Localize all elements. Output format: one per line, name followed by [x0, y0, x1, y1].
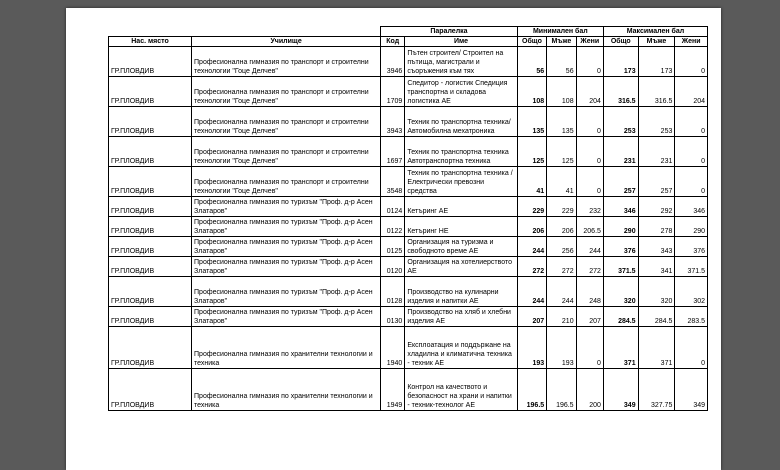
cell-school: Професионална гимназия по хранителни технологии и техника: [192, 327, 381, 369]
table-row: [109, 47, 708, 77]
cell-min-male: 108: [547, 77, 576, 107]
table-row: [109, 277, 708, 307]
cell-min-total: 229: [517, 197, 546, 217]
cell-school: Професионална гимназия по туризъм "Проф. д-р Асен Златаров": [192, 197, 381, 217]
cell-school: Професионална гимназия по транспорт и строителни технологии "Гоце Делчев": [192, 137, 381, 167]
cell-max-total: 349: [603, 369, 638, 411]
cell-max-female: 0: [675, 47, 708, 77]
table-row: [109, 369, 708, 411]
header-group-row: [109, 27, 708, 37]
cell-min-female: 232: [576, 197, 603, 217]
table-row: [109, 107, 708, 137]
cell-min-male: 196.5: [547, 369, 576, 411]
cell-code: 0128: [381, 277, 405, 307]
cell-name: Производство на хляб и хлебни изделия АЕ: [405, 307, 517, 327]
cell-max-total: 253: [603, 107, 638, 137]
cell-name: Контрол на качеството и безопасност на храни и напитки - техник-технолог АЕ: [405, 369, 517, 411]
cell-min-total: 193: [517, 327, 546, 369]
cell-max-male: 231: [638, 137, 675, 167]
cell-name: Пътен строител/ Строител на пътища, магистрали и съоръжения към тях: [405, 47, 517, 77]
header-column-row: [109, 37, 708, 47]
cell-max-female: 0: [675, 327, 708, 369]
cell-max-male: 257: [638, 167, 675, 197]
cell-max-male: 320: [638, 277, 675, 307]
cell-place: ГР.ПЛОВДИВ: [109, 327, 192, 369]
cell-max-male: 327.75: [638, 369, 675, 411]
cell-name: Експлоатация и поддържане на хладилна и климатична техника - техник АЕ: [405, 327, 517, 369]
header-school: Училище: [192, 37, 381, 47]
cell-max-female: 302: [675, 277, 708, 307]
cell-place: ГР.ПЛОВДИВ: [109, 369, 192, 411]
cell-code: 0122: [381, 217, 405, 237]
cell-name: Организация на хотелиерството АЕ: [405, 257, 517, 277]
cell-place: ГР.ПЛОВДИВ: [109, 167, 192, 197]
cell-max-female: 346: [675, 197, 708, 217]
cell-max-female: 0: [675, 167, 708, 197]
cell-place: ГР.ПЛОВДИВ: [109, 237, 192, 257]
header-max-male: Мъже: [638, 37, 675, 47]
cell-min-female: 0: [576, 137, 603, 167]
cell-max-male: 341: [638, 257, 675, 277]
cell-max-female: 376: [675, 237, 708, 257]
cell-max-total: 284.5: [603, 307, 638, 327]
header-min-female: Жени: [576, 37, 603, 47]
cell-min-male: 272: [547, 257, 576, 277]
cell-min-male: 229: [547, 197, 576, 217]
cell-min-female: 0: [576, 47, 603, 77]
cell-max-female: 371.5: [675, 257, 708, 277]
cell-name: Техник по транспортна техника/ Автомобилна мехатроника: [405, 107, 517, 137]
cell-max-female: 0: [675, 137, 708, 167]
cell-min-total: 206: [517, 217, 546, 237]
cell-min-male: 56: [547, 47, 576, 77]
cell-min-female: 0: [576, 167, 603, 197]
table-row: [109, 327, 708, 369]
cell-place: ГР.ПЛОВДИВ: [109, 47, 192, 77]
table-row: [109, 77, 708, 107]
cell-place: ГР.ПЛОВДИВ: [109, 277, 192, 307]
cell-max-male: 284.5: [638, 307, 675, 327]
cell-code: 0120: [381, 257, 405, 277]
cell-school: Професионална гимназия по туризъм "Проф. д-р Асен Златаров": [192, 257, 381, 277]
table-row: [109, 137, 708, 167]
cell-code: 0130: [381, 307, 405, 327]
cell-min-male: 210: [547, 307, 576, 327]
cell-code: 1949: [381, 369, 405, 411]
header-code: Код: [381, 37, 405, 47]
cell-place: ГР.ПЛОВДИВ: [109, 217, 192, 237]
cell-name: Кетъринг НЕ: [405, 217, 517, 237]
cell-max-male: 173: [638, 47, 675, 77]
header-min-male: Мъже: [547, 37, 576, 47]
cell-max-male: 371: [638, 327, 675, 369]
cell-school: Професионална гимназия по транспорт и строителни технологии "Гоце Делчев": [192, 107, 381, 137]
cell-max-female: 349: [675, 369, 708, 411]
cell-school: Професионална гимназия по туризъм "Проф. д-р Асен Златаров": [192, 277, 381, 307]
header-group-max: Максимален бал: [603, 27, 707, 37]
table-row: [109, 237, 708, 257]
cell-place: ГР.ПЛОВДИВ: [109, 137, 192, 167]
table-row: [109, 257, 708, 277]
cell-min-total: 56: [517, 47, 546, 77]
cell-min-male: 125: [547, 137, 576, 167]
cell-max-total: 320: [603, 277, 638, 307]
cell-place: ГР.ПЛОВДИВ: [109, 197, 192, 217]
cell-min-female: 204: [576, 77, 603, 107]
header-max-female: Жени: [675, 37, 708, 47]
header-max-total: Общо: [603, 37, 638, 47]
cell-min-female: 0: [576, 107, 603, 137]
cell-min-female: 272: [576, 257, 603, 277]
cell-max-total: 371.5: [603, 257, 638, 277]
cell-name: Техник по транспортна техника Автотранспортна техника: [405, 137, 517, 167]
cell-code: 0125: [381, 237, 405, 257]
cell-school: Професионална гимназия по туризъм "Проф. д-р Асен Златаров": [192, 217, 381, 237]
cell-code: 3946: [381, 47, 405, 77]
admission-scores-table: [108, 26, 708, 411]
cell-code: 3943: [381, 107, 405, 137]
cell-min-female: 207: [576, 307, 603, 327]
cell-school: Професионална гимназия по туризъм "Проф. д-р Асен Златаров": [192, 237, 381, 257]
cell-max-male: 343: [638, 237, 675, 257]
cell-school: Професионална гимназия по хранителни технологии и техника: [192, 369, 381, 411]
cell-max-total: 346: [603, 197, 638, 217]
cell-max-female: 0: [675, 107, 708, 137]
cell-max-total: 290: [603, 217, 638, 237]
cell-max-female: 283.5: [675, 307, 708, 327]
cell-place: ГР.ПЛОВДИВ: [109, 257, 192, 277]
cell-max-total: 371: [603, 327, 638, 369]
cell-min-male: 135: [547, 107, 576, 137]
cell-max-total: 257: [603, 167, 638, 197]
header-name: Име: [405, 37, 517, 47]
cell-min-male: 41: [547, 167, 576, 197]
table-row: [109, 217, 708, 237]
cell-min-total: 125: [517, 137, 546, 167]
cell-name: Организация на туризма и свободното време АЕ: [405, 237, 517, 257]
cell-max-total: 376: [603, 237, 638, 257]
cell-min-total: 196.5: [517, 369, 546, 411]
cell-max-total: 316.5: [603, 77, 638, 107]
cell-code: 3548: [381, 167, 405, 197]
cell-school: Професионална гимназия по туризъм "Проф. д-р Асен Златаров": [192, 307, 381, 327]
cell-min-female: 244: [576, 237, 603, 257]
cell-min-female: 206.5: [576, 217, 603, 237]
cell-name: Спедитор - логистик Спедиция транспортна и складова логистика АЕ: [405, 77, 517, 107]
cell-place: ГР.ПЛОВДИВ: [109, 107, 192, 137]
table-body: [109, 47, 708, 411]
cell-min-total: 108: [517, 77, 546, 107]
header-min-total: Общо: [517, 37, 546, 47]
cell-min-total: 207: [517, 307, 546, 327]
cell-name: Кетъринг АЕ: [405, 197, 517, 217]
cell-school: Професионална гимназия по транспорт и строителни технологии "Гоце Делчев": [192, 47, 381, 77]
header-blank: [109, 27, 381, 37]
table-row: [109, 197, 708, 217]
cell-max-male: 278: [638, 217, 675, 237]
cell-code: 1940: [381, 327, 405, 369]
cell-code: 1697: [381, 137, 405, 167]
cell-min-female: 200: [576, 369, 603, 411]
cell-min-female: 0: [576, 327, 603, 369]
cell-max-female: 290: [675, 217, 708, 237]
cell-min-female: 248: [576, 277, 603, 307]
cell-min-male: 193: [547, 327, 576, 369]
cell-min-male: 206: [547, 217, 576, 237]
cell-max-total: 231: [603, 137, 638, 167]
table-row: [109, 167, 708, 197]
cell-code: 1709: [381, 77, 405, 107]
cell-min-total: 244: [517, 237, 546, 257]
cell-name: Техник по транспортна техника / Електрически превозни средства: [405, 167, 517, 197]
cell-min-total: 272: [517, 257, 546, 277]
cell-max-male: 292: [638, 197, 675, 217]
header-group-min: Минимален бал: [517, 27, 603, 37]
cell-max-female: 204: [675, 77, 708, 107]
cell-min-male: 244: [547, 277, 576, 307]
cell-school: Професионална гимназия по транспорт и строителни технологии "Гоце Делчев": [192, 77, 381, 107]
cell-max-male: 253: [638, 107, 675, 137]
cell-code: 0124: [381, 197, 405, 217]
cell-place: ГР.ПЛОВДИВ: [109, 307, 192, 327]
cell-min-total: 41: [517, 167, 546, 197]
header-place: Нас. място: [109, 37, 192, 47]
cell-min-male: 256: [547, 237, 576, 257]
cell-min-total: 244: [517, 277, 546, 307]
header-group-paralelka: Паралелка: [381, 27, 518, 37]
cell-place: ГР.ПЛОВДИВ: [109, 77, 192, 107]
table-row: [109, 307, 708, 327]
cell-school: Професионална гимназия по транспорт и строителни технологии "Гоце Делчев": [192, 167, 381, 197]
cell-max-male: 316.5: [638, 77, 675, 107]
cell-min-total: 135: [517, 107, 546, 137]
document-page: [66, 8, 721, 470]
cell-max-total: 173: [603, 47, 638, 77]
cell-name: Производство на кулинарни изделия и напитки АЕ: [405, 277, 517, 307]
